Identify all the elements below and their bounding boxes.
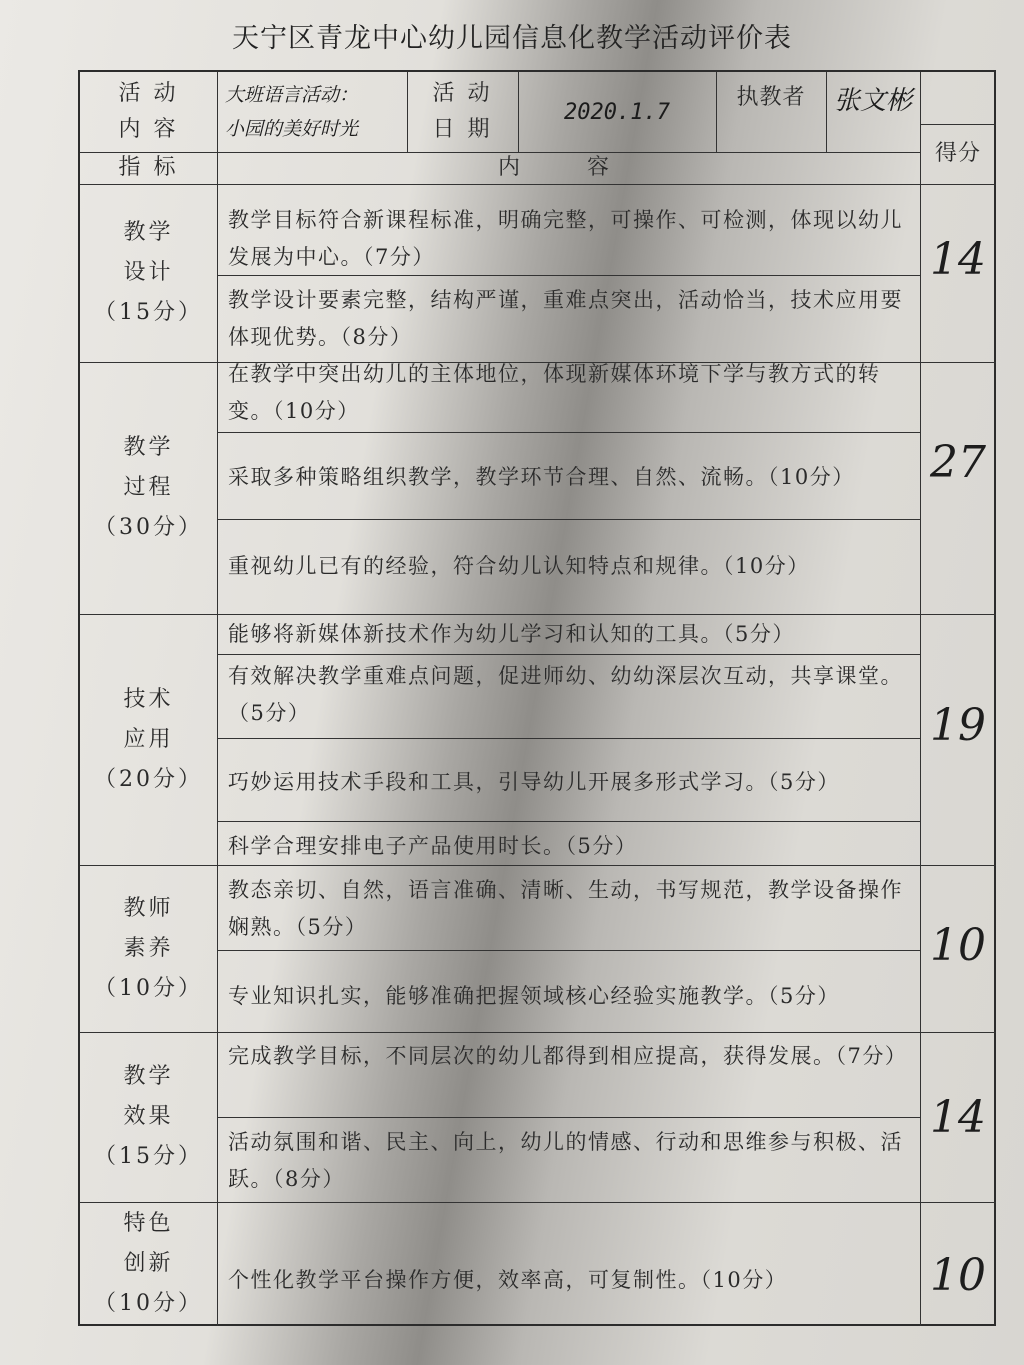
- criterion-item: 活动氛围和谐、民主、向上，幼儿的情感、行动和思维参与积极、活跃。（8分）: [228, 1130, 903, 1191]
- form-title: 天宁区青龙中心幼儿园信息化教学活动评价表: [232, 23, 792, 54]
- score-teaching-effect: 14: [930, 1092, 986, 1143]
- grid-line: [217, 519, 920, 520]
- criterion-item: 教学目标符合新课程标准，明确完整，可操作、可检测，体现以幼儿发展为中心。（7分）: [228, 208, 903, 269]
- teacher-label: 执教者: [736, 85, 806, 110]
- criterion-item: 能够将新媒体新技术作为幼儿学习和认知的工具。（5分）: [228, 622, 795, 646]
- criterion-item: 教学设计要素完整，结构严谨，重难点突出，活动恰当，技术应用要体现优势。（8分）: [228, 288, 903, 349]
- criterion-item: 采取多种策略组织教学，教学环节合理、自然、流畅。（10分）: [228, 465, 855, 489]
- grid-line: [217, 432, 920, 433]
- section-teaching-design: 教学 设计 （15分）: [94, 220, 203, 325]
- grid-line: [80, 1202, 996, 1203]
- activity-content-value: 大班语言活动： 小园的美好时光: [225, 84, 359, 140]
- grid-line: [217, 821, 920, 822]
- grid-line: [217, 654, 920, 655]
- score-technology-application: 19: [930, 700, 986, 751]
- grid-line: [80, 1032, 996, 1033]
- criterion-item: 在教学中突出幼儿的主体地位，体现新媒体环境下学与教方式的转变。（10分）: [228, 362, 881, 423]
- score-column-header: 得分: [934, 141, 981, 166]
- section-technology-application: 技术 应用 （20分）: [94, 686, 203, 792]
- criterion-item: 专业知识扎实，能够准确把握领域核心经验实施教学。（5分）: [228, 984, 840, 1008]
- teacher-signature: 张文彬: [833, 85, 912, 116]
- criterion-item: 完成教学目标，不同层次的幼儿都得到相应提高，获得发展。（7分）: [228, 1044, 908, 1068]
- grid-line: [80, 614, 996, 615]
- score-innovation: 10: [930, 1250, 986, 1301]
- score-teaching-process: 27: [930, 437, 986, 488]
- section-teaching-process: 教学 过程 （30分）: [94, 435, 203, 540]
- criterion-item: 有效解决教学重难点问题，促进师幼、幼幼深层次互动，共享课堂。（5分）: [228, 664, 903, 725]
- criterion-item: 教态亲切、自然，语言准确、清晰、生动，书写规范，教学设备操作娴熟。（5分）: [228, 878, 903, 939]
- score-teaching-design: 14: [930, 234, 986, 285]
- grid-line: [217, 738, 920, 739]
- evaluation-form: [78, 70, 996, 1326]
- section-teacher-quality: 教师 素养 （10分）: [94, 895, 203, 1001]
- criterion-item: 巧妙运用技术手段和工具，引导幼儿开展多形式学习。（5分）: [228, 770, 840, 794]
- score-teacher-quality: 10: [930, 920, 986, 971]
- grid-line: [217, 72, 218, 1326]
- criterion-item: 个性化教学平台操作方便，效率高，可复制性。（10分）: [228, 1268, 788, 1292]
- grid-line: [217, 950, 920, 951]
- grid-line: [217, 1117, 920, 1118]
- activity-content-label: 活 动 内 容: [118, 81, 179, 142]
- activity-date-value: 2020.1.7: [564, 99, 670, 125]
- criterion-item: 重视幼儿已有的经验，符合幼儿认知特点和规律。（10分）: [228, 554, 810, 578]
- grid-line: [80, 865, 996, 866]
- criterion-item: 科学合理安排电子产品使用时长。（5分）: [228, 834, 638, 858]
- section-innovation: 特色 创新 （10分）: [94, 1211, 203, 1316]
- content-column-header: 内 容: [498, 155, 639, 180]
- section-teaching-effect: 教学 效果 （15分）: [94, 1064, 203, 1169]
- indicator-column-header: 指 标: [118, 155, 179, 180]
- activity-date-label: 活 动 日 期: [432, 81, 493, 142]
